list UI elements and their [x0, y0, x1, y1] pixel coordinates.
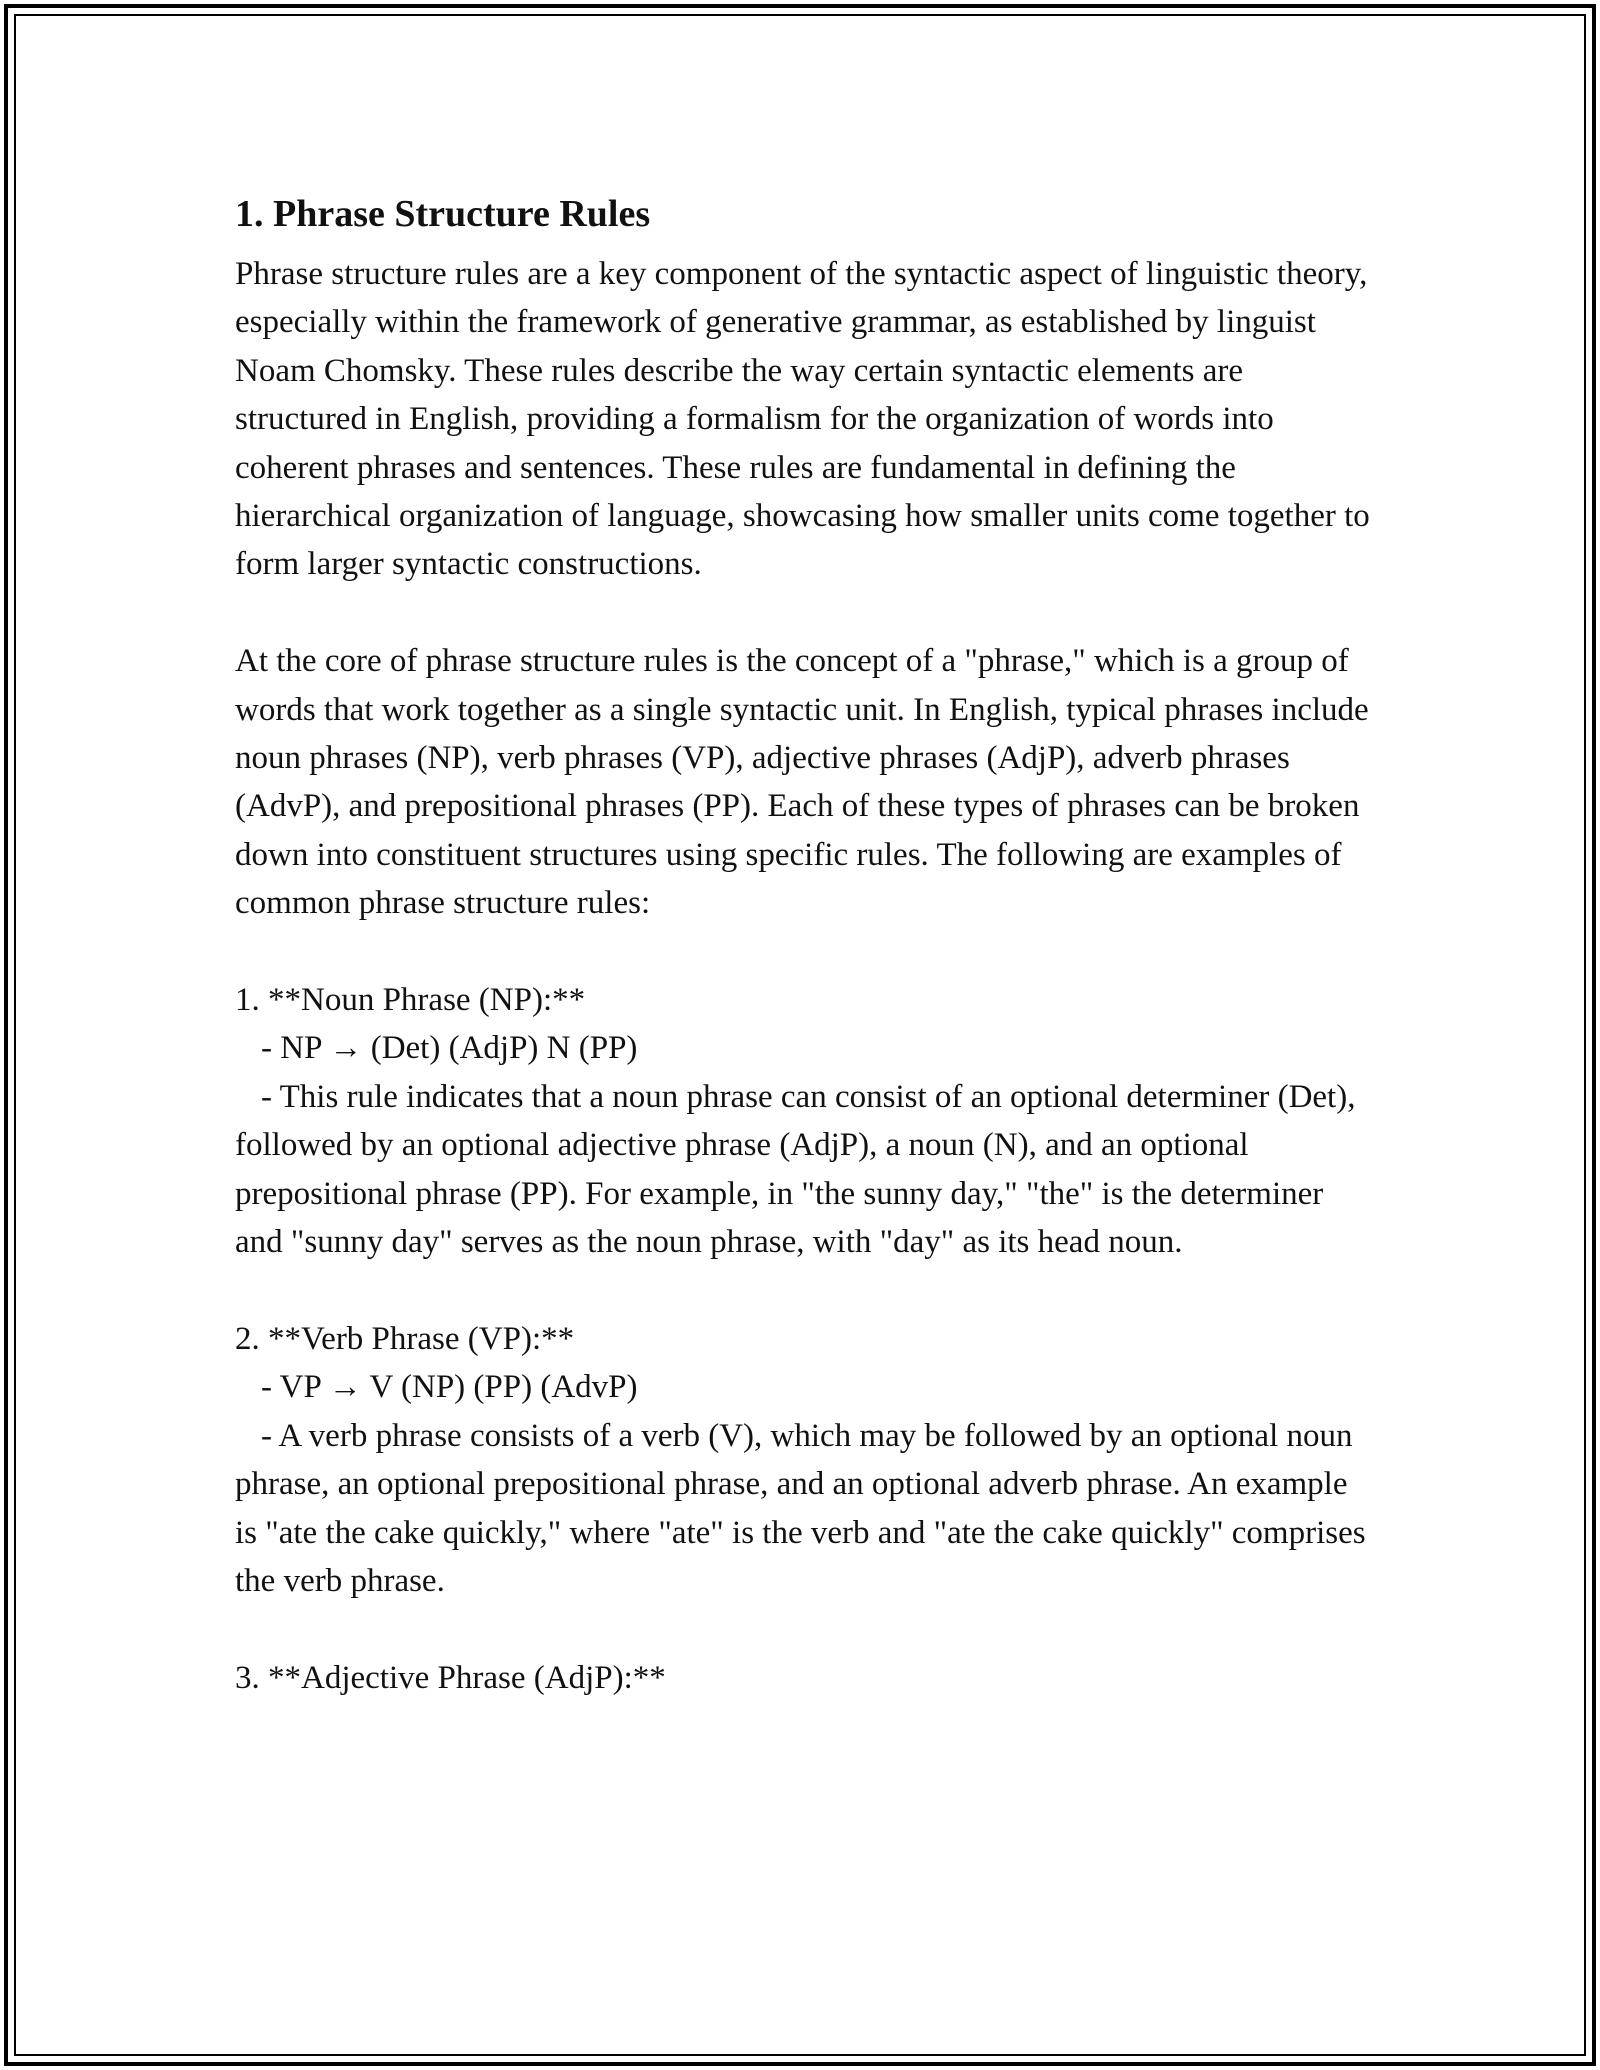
paragraph-spacer — [235, 1605, 1375, 1653]
core-paragraph: At the core of phrase structure rules is the concept of a "phrase," which is a group of words that work together as a single syntactic unit. In English, typical phrases include noun phrases (NP), verb phrases (VP), adjective phrases (AdjP), adverb phrases (AdvP), and prepositional phrases (PP). Each of these types of phrases can be broken down into constituent structures using specific rules. The following are examples of common phrase structure rules: — [235, 643, 1369, 922]
rule-title: 2. **Verb Phrase (VP):** — [235, 1320, 575, 1357]
rule-formula: - VP → V (NP) (PP) (AdvP) — [261, 1369, 638, 1406]
section-heading: 1. Phrase Structure Rules — [235, 193, 651, 235]
rule-title: 3. **Adjective Phrase (AdjP):** — [235, 1659, 666, 1696]
rule-description: - This rule indicates that a noun phrase can consist of an optional determiner (Det), followed by an optional adjective phrase (AdjP), a noun (N), and an optional prepositional phrase (PP). For example, in "the sunny day," "the" is the determiner and "sunny day" serves as the noun phrase, with "day" as its head noun. — [235, 1078, 1356, 1261]
rule-item-verb-phrase — [235, 1315, 1375, 1605]
paragraph-spacer — [235, 589, 1375, 637]
paragraph-spacer — [235, 928, 1375, 976]
rule-title: 1. **Noun Phrase (NP):** — [235, 982, 586, 1019]
rule-item-noun-phrase — [235, 976, 1375, 1266]
document-body — [235, 178, 1375, 1702]
rule-formula: - NP → (Det) (AdjP) N (PP) — [261, 1030, 638, 1067]
intro-paragraph: Phrase structure rules are a key component of the syntactic aspect of linguistic theory, especially within the framework of generative grammar, as established by linguist Noam Chomsky. These rules describe the way certain syntactic elements are structured in English, providing a formalism for the organization of words into coherent phrases and sentences. These rules are fundamental in defining the hierarchical organization of language, showcasing how smaller units come together to form larger syntactic constructions. — [235, 256, 1370, 583]
rule-item-adjective-phrase — [235, 1654, 1375, 1702]
paragraph-spacer — [235, 1267, 1375, 1315]
rule-description: - A verb phrase consists of a verb (V), which may be followed by an optional noun phrase, an optional prepositional phrase, and an optional adverb phrase. An example is "ate the cake quickly," where "ate" is the verb and "ate the cake quickly" comprises the verb phrase. — [235, 1417, 1366, 1599]
